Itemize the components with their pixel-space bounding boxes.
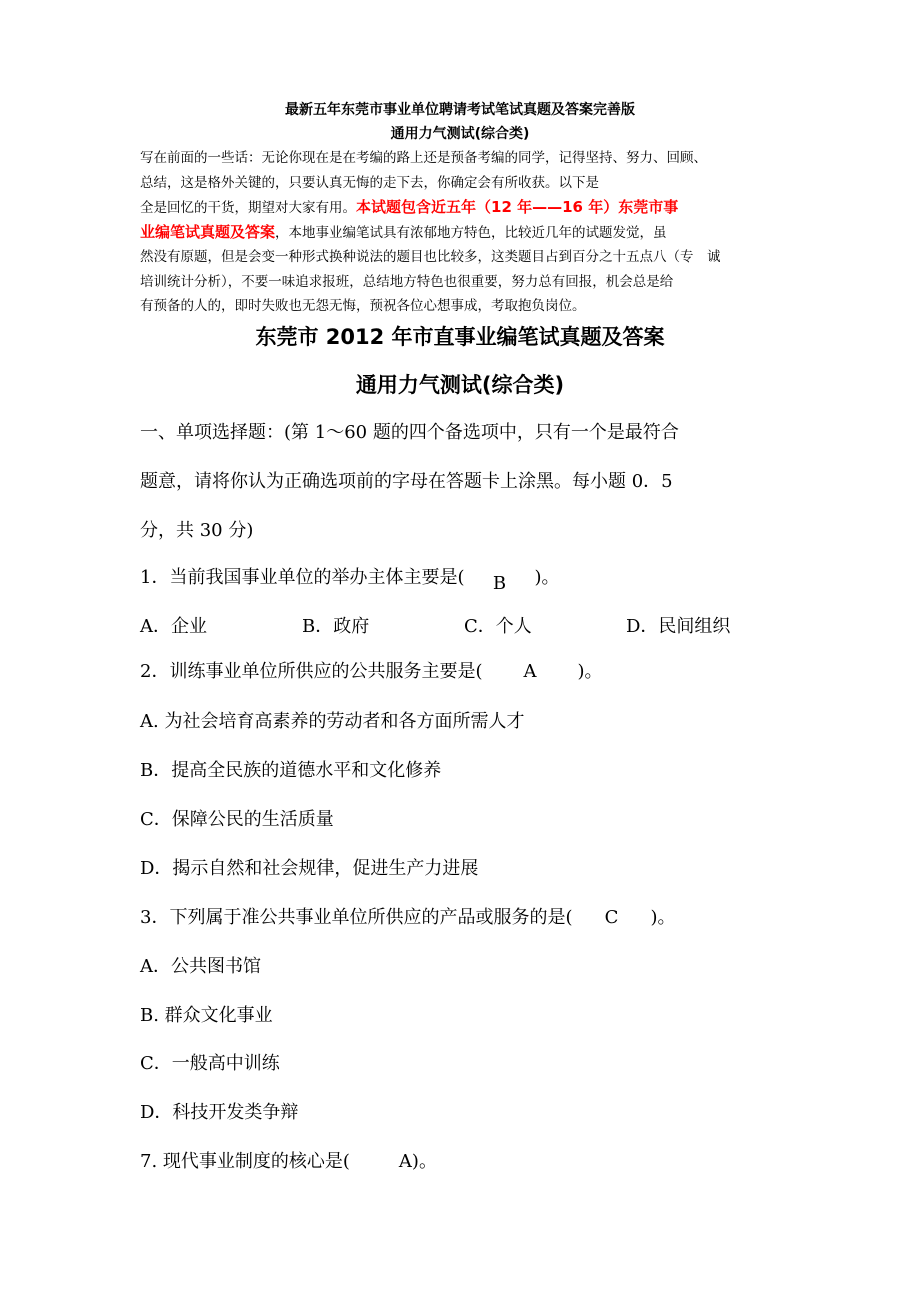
question-stem: 7. 现代事业制度的核心是( [140, 1151, 350, 1172]
option: C．保障公民的生活质量 [140, 809, 334, 830]
option: D．揭示自然和社会规律，促进生产力进展 [140, 858, 479, 879]
question-stem: 2．训练事业单位所供应的公共服务主要是( [140, 661, 483, 682]
intro-line: 然没有原题，但是会变一种形式换种说法的题目也比较多，这类题目占到百分之十五点八（专 诚 [140, 249, 721, 265]
question-stem: 1．当前我国事业单位的举办主体主要是( [140, 567, 465, 588]
answer: C [604, 907, 619, 928]
option: B. 群众文化事业 [140, 1005, 273, 1026]
doc-title: 最新五年东莞市事业单位聘请考试笔试真题及答案完善版 [285, 102, 635, 118]
answer: B [492, 573, 507, 594]
intro-text: ，本地事业编笔试具有浓郁地方特色，比较近几年的试题发觉，虽 [275, 225, 667, 241]
option: B．提高全民族的道德水平和文化修养 [140, 760, 442, 781]
section-title: 东莞市 2012 年市直事业编笔试真题及答案 [255, 325, 665, 349]
intro-line [140, 223, 785, 242]
intro-line: 培训统计分析），不要一味追求报班，总结地方特色也很重要，努力总有回报，机会总是给 [140, 274, 674, 290]
intro-highlight: 业编笔试真题及答案 [140, 223, 276, 241]
doc-subtitle: 通用力气测试(综合类) [390, 126, 530, 142]
intro-line [140, 198, 785, 217]
option: C．一般高中训练 [140, 1053, 280, 1074]
answer: A [523, 661, 537, 682]
question-end: )。 [411, 1151, 437, 1172]
section-subtitle: 通用力气测试(综合类) [355, 373, 565, 397]
question-3 [140, 906, 676, 930]
intro-line: 写在前面的一些话：无论你现在是在考编的路上还是预备考编的同学，记得坚持、努力、回顾、 [140, 150, 707, 166]
question-stem: 3．下列属于准公共事业单位所供应的产品或服务的是( [140, 907, 573, 928]
instruction-line: 题意，请将你认为正确选项前的字母在答题卡上涂黑。每小题 0．5 [140, 471, 673, 492]
answer: A [398, 1151, 412, 1172]
question-2 [140, 660, 603, 684]
question-end: )。 [650, 907, 676, 928]
instruction-line: 一、单项选择题：(第 1～60 题的四个备选项中，只有一个是最符合 [140, 422, 679, 443]
intro-text: 全是回忆的干货，期望对大家有用。 [140, 200, 356, 216]
intro-line: 有预备的人的，即时失败也无怨无悔，预祝各位心想事成，考取抱负岗位。 [140, 298, 586, 314]
instruction-line: 分，共 30 分) [140, 520, 254, 541]
intro-line: 总结，这是格外关键的，只要认真无悔的走下去，你确定会有所收获。以下是 [140, 175, 599, 191]
intro-highlight: 本试题包含近五年（12 年——16 年）东莞市事 [356, 198, 679, 216]
option: A. 为社会培育高素养的劳动者和各方面所需人才 [140, 711, 525, 732]
question-end: )。 [534, 567, 560, 588]
question-end: )。 [577, 661, 603, 682]
question-1 [140, 566, 560, 594]
option: A．企业 [140, 616, 207, 637]
option: D．民间组织 [626, 616, 731, 637]
question-7 [140, 1150, 437, 1174]
option: D．科技开发类争辩 [140, 1102, 299, 1123]
option: B．政府 [302, 616, 370, 637]
option: A．公共图书馆 [140, 956, 261, 977]
option: C．个人 [464, 616, 532, 637]
